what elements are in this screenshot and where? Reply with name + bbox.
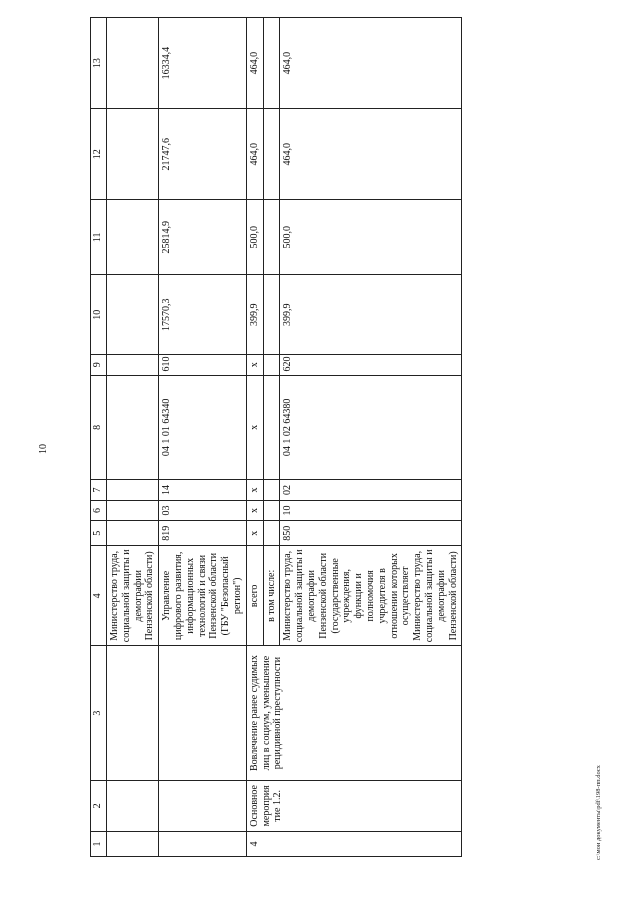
table-cell [107, 480, 159, 500]
rotated-table-block [90, 17, 585, 857]
col-header: 6 [91, 500, 107, 520]
table-cell: 500,0 [246, 200, 263, 275]
table-cell [107, 831, 159, 856]
table-cell: 4 [246, 831, 462, 856]
table-cell: 03 [159, 500, 247, 520]
col-header: 10 [91, 275, 107, 355]
col-header: 7 [91, 480, 107, 500]
table-cell [107, 355, 159, 375]
table-cell [263, 355, 280, 375]
table-cell: 620 [280, 355, 462, 375]
table-cell [263, 521, 280, 546]
table-cell: 14 [159, 480, 247, 500]
table-cell: Основное мероприятие 1.2. [246, 780, 462, 831]
col-header: 1 [91, 831, 107, 856]
col-header: 9 [91, 355, 107, 375]
table-cell: 850 [280, 521, 462, 546]
table-cell [107, 18, 159, 109]
table-cell [159, 831, 247, 856]
table-cell [159, 646, 247, 780]
table-cell: 16334,4 [159, 18, 247, 109]
table-cell: 04 1 02 64380 [280, 375, 462, 480]
table-cell: 21747,6 [159, 109, 247, 200]
table-cell [107, 500, 159, 520]
table-cell [107, 109, 159, 200]
table-cell [107, 375, 159, 480]
table-cell [263, 18, 280, 109]
col-header: 13 [91, 18, 107, 109]
col-header: 5 [91, 521, 107, 546]
table-cell: x [246, 521, 263, 546]
header-row [91, 18, 107, 857]
table-cell: 819 [159, 521, 247, 546]
table-cell: Управление цифрового развития, информационных технологий и связи Пензенской области (ГБУ "Безопасный регион") [159, 546, 247, 646]
table-cell [107, 521, 159, 546]
table-cell [263, 275, 280, 355]
col-header: 11 [91, 200, 107, 275]
table-row [159, 18, 247, 857]
table-cell: x [246, 500, 263, 520]
col-header: 3 [91, 646, 107, 780]
page-number: 10 [38, 444, 49, 454]
table-cell: 25814,9 [159, 200, 247, 275]
table-cell: 464,0 [280, 109, 462, 200]
table-cell: 17570,3 [159, 275, 247, 355]
table-cell [263, 500, 280, 520]
table-cell: Вовлечение ранее судимых лиц в социум, уменьшение рецидивной преступности [246, 646, 462, 780]
table-cell: Министерство труда, социальной защиты и демографии Пензенской области) [107, 546, 159, 646]
table-cell: 02 [280, 480, 462, 500]
table-cell: 399,9 [280, 275, 462, 355]
table-cell: 04 1 01 64340 [159, 375, 247, 480]
table-cell: x [246, 355, 263, 375]
table-cell [159, 780, 247, 831]
table-cell [263, 480, 280, 500]
table-cell [107, 200, 159, 275]
table-cell: Министерство труда, социальной защиты и демографии Пензенской области (государственные учреждения, функции и полномочия учредителя в отношении которых осуществляет Министерство труда, социальной защиты и демографии Пензенской области) [280, 546, 462, 646]
table-cell: 10 [280, 500, 462, 520]
table-cell [107, 646, 159, 780]
table-cell: 500,0 [280, 200, 462, 275]
table-cell: 464,0 [280, 18, 462, 109]
table-cell: всего [246, 546, 263, 646]
table-cell [263, 200, 280, 275]
table-cell [263, 375, 280, 480]
col-header: 4 [91, 546, 107, 646]
table-cell [107, 275, 159, 355]
table-cell [263, 109, 280, 200]
table-cell: x [246, 375, 263, 480]
col-header: 12 [91, 109, 107, 200]
table-cell: 464,0 [246, 109, 263, 200]
col-header: 8 [91, 375, 107, 480]
table-cell [107, 780, 159, 831]
table-cell: 399,9 [246, 275, 263, 355]
table-row [246, 18, 263, 857]
file-path-footer: c:\мои документы\pdf\198-пп.docx [595, 765, 602, 860]
table-cell: 610 [159, 355, 247, 375]
table-row [107, 18, 159, 857]
col-header: 2 [91, 780, 107, 831]
budget-table [90, 17, 462, 857]
table-cell: x [246, 480, 263, 500]
table-cell: в том числе: [263, 546, 280, 646]
table-cell: 464,0 [246, 18, 263, 109]
